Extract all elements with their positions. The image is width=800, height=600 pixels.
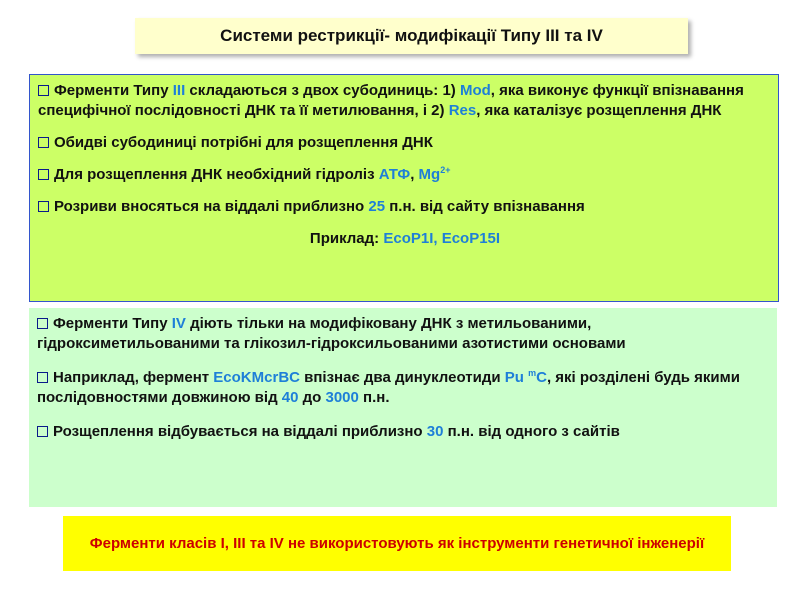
c-text: C [536,369,547,386]
conclusion-note-text: Ферменти класів І, ІІІ та IV не використовують як інструменти генетичної інженерії [89,534,705,552]
checkbox-bullet-icon [37,318,48,329]
text-fragment: , [410,166,419,183]
length-to-highlight: 3000 [325,389,359,406]
text-fragment: , які розділені будь якими послідовностями довжиною від [37,369,740,406]
slide-title [135,18,688,54]
text-fragment: складаються з двох субодиниць: 1) [185,82,460,99]
conclusion-note [63,516,731,571]
text-fragment: Ферменти Типу [54,82,173,99]
type3-item-cut-distance [38,197,772,217]
type3-item-hydrolysis [38,165,772,185]
mg-text: Mg [418,166,441,183]
type3-item-subunits [38,81,772,121]
text-fragment: Обидві субодиниці потрібні для розщеплення ДНК [54,134,433,151]
text-fragment: діють тільки на модифіковану ДНК з метильованими, гідроксиметильованими та глікозил-гідроксильованими азотистими основами [37,315,626,352]
text-fragment: Розщеплення відбувається на віддалі приблизно [53,423,427,440]
enzyme-highlight: EcoKMcrBC [213,369,300,386]
slide-title-text: Системи рестрикції- модифікації Типу ІІІ та IV [220,26,603,45]
text-fragment: , яка виконує функції впізнавання специфічної послідовності ДНК та її метилювання, і 2) [38,82,744,119]
checkbox-bullet-icon [38,85,49,96]
mg-superscript: 2+ [440,165,451,175]
checkbox-bullet-icon [37,372,48,383]
type3-item-both-subunits [38,133,772,153]
text-fragment: Для розщеплення ДНК необхідний гідроліз [54,166,379,183]
text-fragment: впізнає два динуклеотиди [299,369,505,386]
type3-example [38,229,772,249]
text-fragment: Ферменти Типу [53,315,172,332]
type4-item-cut-distance [37,422,771,442]
type4-item-modified-dna [37,314,771,354]
atf-highlight: АТФ [378,166,411,183]
example-label: Приклад: [309,230,384,247]
mg-highlight [419,166,451,183]
checkbox-bullet-icon [38,169,49,180]
type-label-highlight: IV [171,315,186,332]
checkbox-bullet-icon [38,137,49,148]
type3-panel [29,74,779,302]
text-fragment: до [298,389,326,406]
example-value-highlight: EcoP1I, EcoP15I [383,230,501,247]
type-label-highlight: ІІІ [172,82,186,99]
checkbox-bullet-icon [37,426,48,437]
text-fragment: , яка каталізує розщеплення ДНК [476,102,722,119]
text-fragment: п.н. від одного з сайтів [443,423,620,440]
pu-text: Pu [504,369,529,386]
text-fragment: Наприклад, фермент [53,369,214,386]
type4-item-example-enzyme [37,368,771,408]
res-highlight: Res [448,102,477,119]
distance-highlight: 25 [368,198,386,215]
dinucleotide-highlight [505,369,547,386]
distance-highlight: 30 [426,423,444,440]
text-fragment: п.н. від сайту впізнавання [385,198,585,215]
text-fragment: Розриви вносяться на віддалі приблизно [54,198,369,215]
text-fragment: п.н. [358,389,390,406]
m-superscript: m [528,368,537,378]
mod-highlight: Mod [459,82,491,99]
length-from-highlight: 40 [281,389,299,406]
checkbox-bullet-icon [38,201,49,212]
type4-panel [29,308,777,507]
